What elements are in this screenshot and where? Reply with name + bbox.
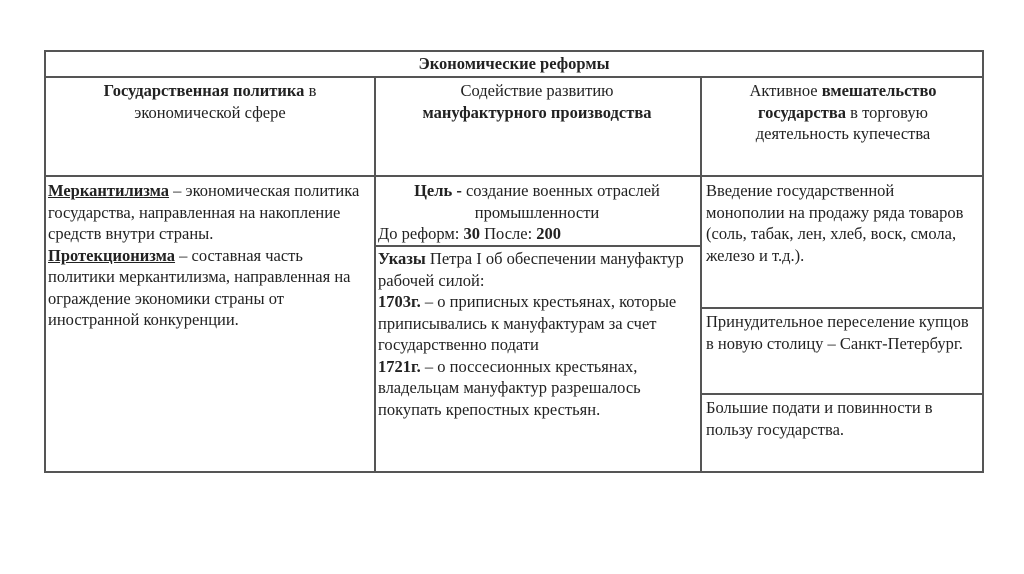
reforms-table — [44, 50, 984, 473]
title-row-divider — [44, 76, 984, 78]
table-border-left — [44, 50, 46, 472]
reform-counts: До реформ: 30 После: 200 — [378, 224, 562, 243]
relocation-cell: Принудительное переселение купцов в новую столицу – Санкт-Петербург. — [706, 312, 969, 353]
header-state-policy: Государственная политика в экономической сфере — [103, 81, 317, 122]
column-divider-2 — [700, 76, 702, 472]
decrees-cell: Указы Петра I об обеспечении мануфактур рабочей силой: 1703г. – о приписных крестьянах, которые приписывались к мануфактурам за счет государственно подати 1721г. – о поссесионных крестьянах, владельцам мануфактур разрешалось покупать крепостных крестьян. — [378, 249, 684, 419]
table-border-bottom — [44, 471, 984, 473]
header-manufacturing: Содействие развитию мануфактурного производства — [422, 81, 652, 122]
column-divider-1 — [374, 76, 376, 472]
table-border-top — [44, 50, 984, 52]
header-trade-intervention: Активное вмешательство государства в торговую деятельность купечества — [749, 81, 937, 143]
col2-divider — [374, 245, 700, 247]
col3-divider-1 — [700, 307, 984, 309]
monopoly-cell: Введение государственной монополии на продажу ряда товаров (соль, табак, лен, хлеб, воск, смола, железо и т.д.). — [706, 181, 964, 265]
taxes-cell: Большие подати и повинности в пользу государства. — [706, 398, 933, 439]
goal-cell: Цель - создание военных отраслей промышленности — [414, 181, 660, 222]
table-border-right — [982, 50, 984, 472]
definitions-cell: Меркантилизма – экономическая политика государства, направленная на накопление средств внутри страны. Протекционизма – составная часть политики меркантилизма, направленная на ограждение экономики страны от иностранной конкуренции. — [48, 181, 360, 329]
table-title: Экономические реформы — [418, 54, 610, 73]
col3-divider-2 — [700, 393, 984, 395]
header-row-divider — [44, 175, 984, 177]
